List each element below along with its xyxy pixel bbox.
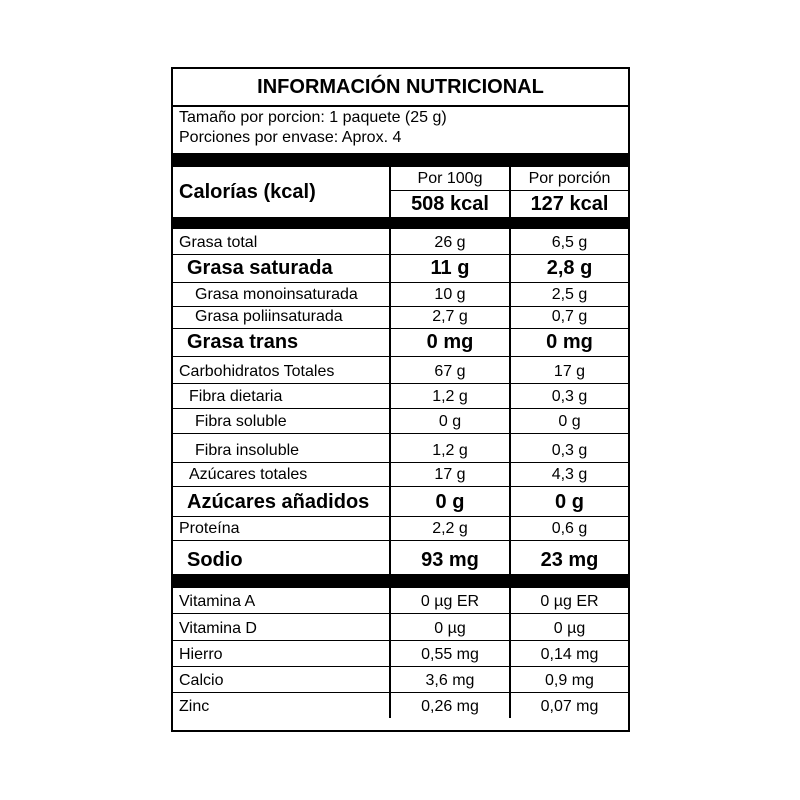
vitamin-row: [173, 588, 628, 614]
calories-col-100g: [389, 167, 509, 217]
nutrient-row: [173, 463, 628, 487]
nutrient-per-serving: 0,3 g: [509, 434, 628, 462]
nutrient-label: Grasa monoinsaturada: [195, 286, 358, 303]
nutrient-label: Grasa poliinsaturada: [195, 308, 343, 325]
nutrient-label: Carbohidratos Totales: [179, 363, 335, 380]
calories-col-serving: [509, 167, 628, 217]
nutrient-per-serving: 0 g: [509, 487, 628, 516]
nutrient-per-100g: 0 g: [389, 487, 509, 516]
vitamin-row: [173, 667, 628, 693]
col-header-per-serving: Por porción: [511, 167, 628, 191]
thick-divider-calories: [173, 217, 628, 229]
vitamin-row: [173, 641, 628, 667]
nutrient-per-100g: 26 g: [389, 229, 509, 254]
vitamin-per-serving: 0,14 mg: [509, 641, 628, 666]
nutrient-label: Grasa trans: [187, 331, 299, 353]
calories-per-100g: 508 kcal: [411, 192, 489, 215]
label-title: INFORMACIÓN NUTRICIONAL: [173, 69, 628, 107]
nutrient-row: [173, 229, 628, 255]
nutrient-row: [173, 307, 628, 329]
nutrient-per-100g: 17 g: [389, 463, 509, 486]
vitamin-per-100g: 0,26 mg: [389, 693, 509, 718]
vitamin-row: [173, 614, 628, 641]
nutrient-row: [173, 487, 628, 517]
nutrient-per-100g: 0 g: [389, 409, 509, 433]
nutrient-per-100g: 67 g: [389, 357, 509, 383]
nutrient-per-serving: 6,5 g: [509, 229, 628, 254]
col-header-per-100g: Por 100g: [391, 167, 509, 191]
nutrient-label: Grasa total: [179, 234, 258, 251]
vitamin-per-100g: 0,55 mg: [389, 641, 509, 666]
vitamin-per-100g: 3,6 mg: [389, 667, 509, 692]
nutrient-label: Fibra dietaria: [189, 388, 283, 405]
nutrient-per-serving: 2,5 g: [509, 283, 628, 306]
thick-divider-vitamins: [173, 574, 628, 588]
nutrient-label: Proteína: [179, 520, 240, 537]
nutrient-row: [173, 283, 628, 307]
nutrient-label: Fibra insoluble: [195, 442, 300, 459]
calories-per-serving: 127 kcal: [530, 192, 609, 215]
nutrient-per-serving: 0,3 g: [509, 384, 628, 408]
vitamin-label: Calcio: [179, 672, 224, 689]
nutrient-per-serving: 17 g: [509, 357, 628, 383]
nutrient-row: [173, 357, 628, 384]
vitamin-label: Hierro: [179, 646, 223, 663]
nutrient-per-100g: 11 g: [389, 255, 509, 282]
nutrient-per-100g: 2,2 g: [389, 517, 509, 540]
calories-row: [173, 167, 628, 217]
nutrient-per-serving: 0,7 g: [509, 307, 628, 328]
vitamin-row: [173, 693, 628, 718]
nutrition-label: [171, 67, 630, 732]
nutrient-per-serving: 0 mg: [509, 329, 628, 356]
nutrient-per-100g: 10 g: [389, 283, 509, 306]
nutrient-label: Grasa saturada: [187, 257, 333, 279]
nutrient-row: [173, 255, 628, 283]
nutrient-per-serving: 2,8 g: [509, 255, 628, 282]
nutrient-per-serving: 23 mg: [509, 541, 628, 574]
nutrient-row: [173, 541, 628, 574]
vitamin-per-100g: 0 µg ER: [389, 588, 509, 613]
thick-divider-top: [173, 153, 628, 167]
nutrient-row: [173, 409, 628, 434]
vitamin-per-serving: 0 µg: [509, 614, 628, 640]
vitamin-per-100g: 0 µg: [389, 614, 509, 640]
vitamin-per-serving: 0,9 mg: [509, 667, 628, 692]
nutrient-label: Azúcares añadidos: [187, 491, 370, 513]
serving-size: Tamaño por porcion: 1 paquete (25 g): [179, 109, 447, 126]
nutrient-per-serving: 0,6 g: [509, 517, 628, 540]
nutrient-label: Fibra soluble: [195, 413, 287, 430]
vitamin-label: Vitamina A: [179, 593, 256, 610]
nutrient-per-100g: 93 mg: [389, 541, 509, 574]
servings-per-container: Porciones por envase: Aprox. 4: [179, 129, 402, 146]
nutrient-per-serving: 4,3 g: [509, 463, 628, 486]
vitamin-label: Zinc: [179, 698, 210, 715]
vitamin-label: Vitamina D: [179, 620, 257, 637]
nutrient-row: [173, 329, 628, 357]
nutrient-per-serving: 0 g: [509, 409, 628, 433]
calories-label: Calorías (kcal): [179, 180, 316, 203]
nutrient-per-100g: 1,2 g: [389, 384, 509, 408]
nutrient-label: Sodio: [187, 549, 243, 571]
nutrient-per-100g: 1,2 g: [389, 434, 509, 462]
nutrient-row: [173, 384, 628, 409]
nutrient-row: [173, 517, 628, 541]
nutrient-per-100g: 0 mg: [389, 329, 509, 356]
nutrient-row: [173, 434, 628, 463]
vitamin-per-serving: 0,07 mg: [509, 693, 628, 718]
nutrient-per-100g: 2,7 g: [389, 307, 509, 328]
vitamin-per-serving: 0 µg ER: [509, 588, 628, 613]
nutrient-label: Azúcares totales: [189, 466, 308, 483]
